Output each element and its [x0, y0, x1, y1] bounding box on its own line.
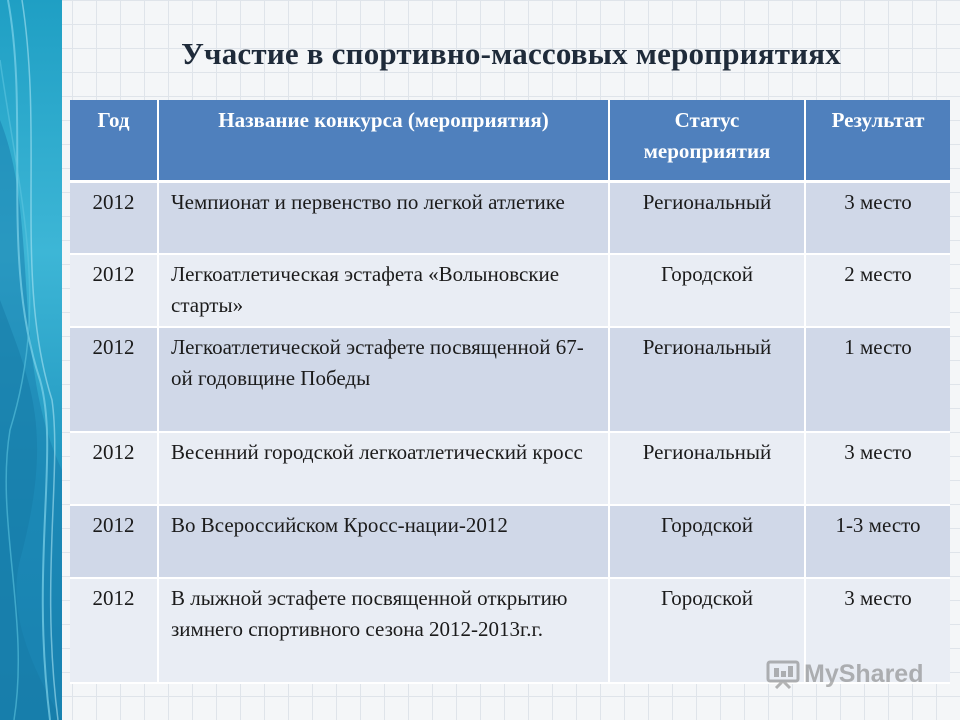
cell-year: 2012 [70, 432, 158, 505]
table-row [70, 432, 950, 505]
cell-result: 1 место [805, 327, 950, 432]
cell-status: Региональный [609, 432, 805, 505]
cell-name: В лыжной эстафете посвященной открытию зимнего спортивного сезона 2012-2013г.г. [158, 578, 609, 683]
header-result: Результат [805, 100, 950, 181]
cell-year: 2012 [70, 254, 158, 327]
cell-name: Весенний городской легкоатлетический кросс [158, 432, 609, 505]
cell-year: 2012 [70, 505, 158, 578]
cell-name: Легкоатлетической эстафете посвященной 67-ой годовщине Победы [158, 327, 609, 432]
cell-result: 3 место [805, 181, 950, 254]
table-row [70, 327, 950, 432]
cell-status: Городской [609, 578, 805, 683]
cell-result: 2 место [805, 254, 950, 327]
cell-result: 3 место [805, 578, 950, 683]
table-row [70, 505, 950, 578]
header-status: Статус мероприятия [609, 100, 805, 181]
cell-year: 2012 [70, 578, 158, 683]
cell-name: Легкоатлетическая эстафета «Волыновские старты» [158, 254, 609, 327]
table-row [70, 254, 950, 327]
events-table [70, 100, 950, 684]
cell-status: Городской [609, 254, 805, 327]
watermark-text: MyShared [804, 659, 924, 688]
cell-result: 1-3 место [805, 505, 950, 578]
table-row [70, 181, 950, 254]
wave-decoration [0, 0, 62, 720]
cell-year: 2012 [70, 181, 158, 254]
presentation-icon [766, 659, 800, 689]
cell-status: Региональный [609, 327, 805, 432]
cell-status: Городской [609, 505, 805, 578]
table-header-row [70, 100, 950, 181]
watermark [766, 656, 923, 692]
cell-status: Региональный [609, 181, 805, 254]
cell-name: Чемпионат и первенство по легкой атлетике [158, 181, 609, 254]
cell-result: 3 место [805, 432, 950, 505]
header-name: Название конкурса (мероприятия) [158, 100, 609, 181]
cell-year: 2012 [70, 327, 158, 432]
decorative-side-band [0, 0, 62, 720]
page-title: Участие в спортивно-массовых мероприятиях [181, 36, 841, 71]
cell-name: Во Всероссийском Кросс-нации-2012 [158, 505, 609, 578]
header-year: Год [70, 100, 158, 181]
